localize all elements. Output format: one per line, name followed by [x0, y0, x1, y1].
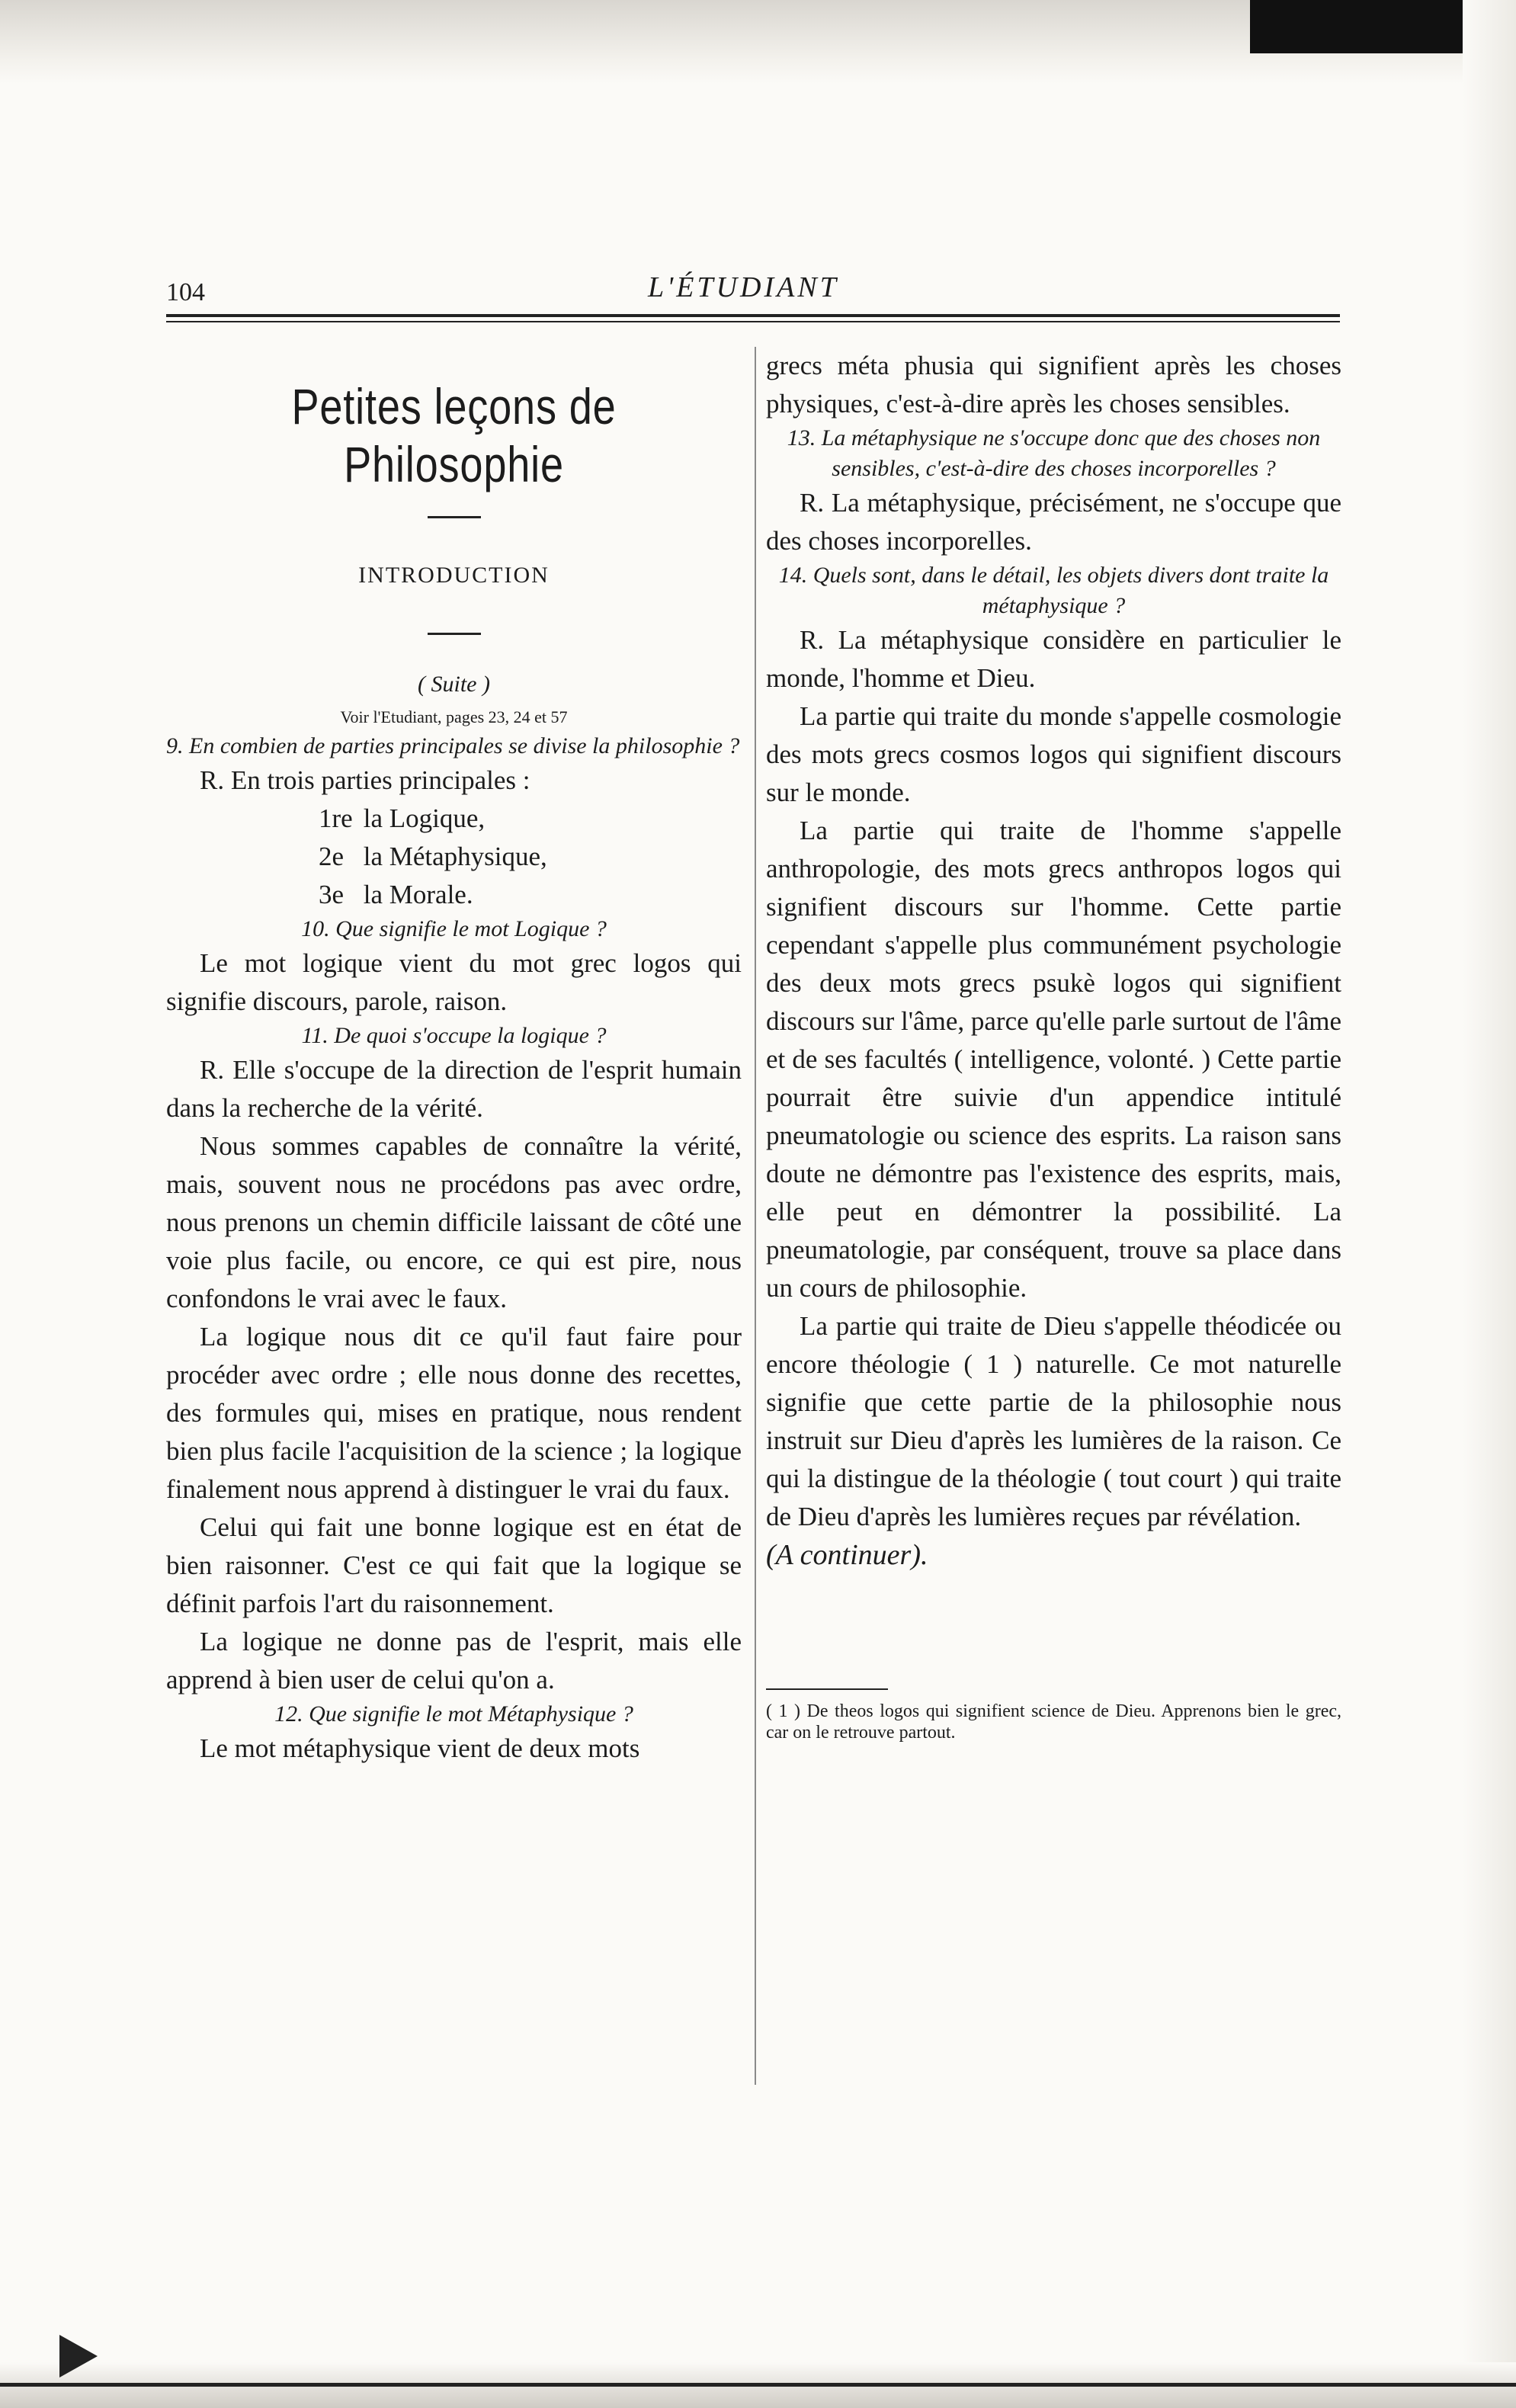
question-10: 10. Que signifie le mot Logique ?	[301, 916, 607, 941]
section-rule	[428, 633, 481, 635]
left-column	[166, 347, 742, 1768]
page-corner-mark	[59, 2335, 98, 2378]
answer-14-paragraph: La partie qui traite du monde s'appelle cosmologie des mots grecs cosmos logos qui signifient discours sur le monde.	[766, 701, 1341, 807]
footnote: ( 1 ) De theos logos qui signifient science de Dieu. Apprenons bien le grec, car on le retrouve partout.	[766, 1701, 1341, 1743]
title-rule	[428, 516, 481, 518]
header-rule-thin	[166, 321, 1340, 322]
answer-11-paragraph: Celui qui fait une bonne logique est en état de bien raisonner. C'est ce qui fait que la logique se définit parfois l'art du raisonnement.	[166, 1512, 742, 1618]
answer-12-continued: grecs méta phusia qui signifient après les choses physiques, c'est-à-dire après les choses sensibles.	[766, 351, 1341, 418]
list-item: 2e la Métaphysique,	[319, 842, 547, 871]
running-title: L'ÉTUDIANT	[648, 271, 839, 303]
answer-14-paragraph: La partie qui traite de l'homme s'appelle anthropologie, des mots grecs anthropos logos qui signifient discours sur l'homme. Cette partie cependant s'appelle plus communément psychologie des deux mots grecs psukè logos qui signifient discours sur l'âme, parce qu'elle parle surtout de l'âme et de ses facultés ( intelligence, volonté. ) Cette partie pourrait être suivie d'un appendice intitulé pneumatologie ou science des esprits. La raison sans doute ne démontre pas l'existence des esprits, mais, elle peut en démontrer la possibilité. La pneumatologie, par conséquent, trouve sa place dans un cours de philosophie.	[766, 816, 1341, 1303]
scan-right-edge	[1463, 0, 1516, 2408]
footnote-rule	[766, 1688, 888, 1690]
list-item: 1re la Logique,	[319, 803, 486, 833]
parts-list	[319, 800, 742, 914]
section-heading: INTRODUCTION	[358, 563, 550, 588]
suite-label: ( Suite )	[418, 672, 490, 697]
answer-11-paragraph: La logique ne donne pas de l'esprit, mais elle apprend à bien user de celui qu'on a.	[166, 1627, 742, 1695]
question-9: 9. En combien de parties principales se divise la philosophie ?	[166, 733, 740, 758]
reference-note: Voir l'Etudiant, pages 23, 24 et 57	[340, 707, 568, 726]
right-column	[766, 347, 1341, 1743]
list-item: 3e la Morale.	[319, 880, 473, 909]
question-11: 11. De quoi s'occupe la logique ?	[301, 1023, 607, 1048]
header-rule-thick	[166, 314, 1340, 317]
answer-11-paragraph: R. Elle s'occupe de la direction de l'esprit humain dans la recherche de la vérité.	[166, 1055, 742, 1123]
to-be-continued: (A continuer).	[766, 1539, 928, 1571]
question-13: 13. La métaphysique ne s'occupe donc que des choses non sensibles, c'est-à-dire des choses incorporelles ?	[787, 425, 1321, 481]
answer-9: R. En trois parties principales :	[200, 765, 530, 795]
answer-11-paragraph: La logique nous dit ce qu'il faut faire pour procéder avec ordre ; elle nous donne des recettes, des formules qui, mises en pratique, nous rendent bien plus facile l'acquisition de la science ; la logique finalement nous apprend à distinguer le vrai du faux.	[166, 1322, 742, 1504]
bottom-rule	[0, 2383, 1516, 2387]
scan-dark-mark	[1250, 0, 1463, 53]
answer-14-paragraph: R. La métaphysique considère en particulier le monde, l'homme et Dieu.	[766, 625, 1341, 693]
column-divider	[755, 347, 756, 2085]
answer-13: R. La métaphysique, précisément, ne s'occupe que des choses incorporelles.	[766, 488, 1341, 556]
page-number: 104	[166, 278, 205, 306]
answer-14-paragraph: La partie qui traite de Dieu s'appelle théodicée ou encore théologie ( 1 ) naturelle. Ce mot naturelle signifie que cette partie de la philosophie nous instruit sur Dieu d'après les lumières de la raison. Ce qui la distingue de la théologie ( tout court ) qui traite de Dieu d'après les lumières reçues par révélation.	[766, 1311, 1341, 1531]
answer-11-paragraph: Nous sommes capables de connaître la vérité, mais, souvent nous ne procédons pas avec ordre, nous prenons un chemin difficile laissant de côté une voie plus facile, ou encore, ce qui est pire, nous confondons le vrai avec le faux.	[166, 1131, 742, 1313]
question-12: 12. Que signifie le mot Métaphysique ?	[274, 1701, 633, 1727]
answer-10: Le mot logique vient du mot grec logos qui signifie discours, parole, raison.	[166, 948, 742, 1016]
question-14: 14. Quels sont, dans le détail, les objets divers dont traite la métaphysique ?	[778, 563, 1329, 618]
answer-12-start: Le mot métaphysique vient de deux mots	[200, 1733, 640, 1763]
article-title: Petites leçons de Philosophie	[291, 378, 617, 492]
